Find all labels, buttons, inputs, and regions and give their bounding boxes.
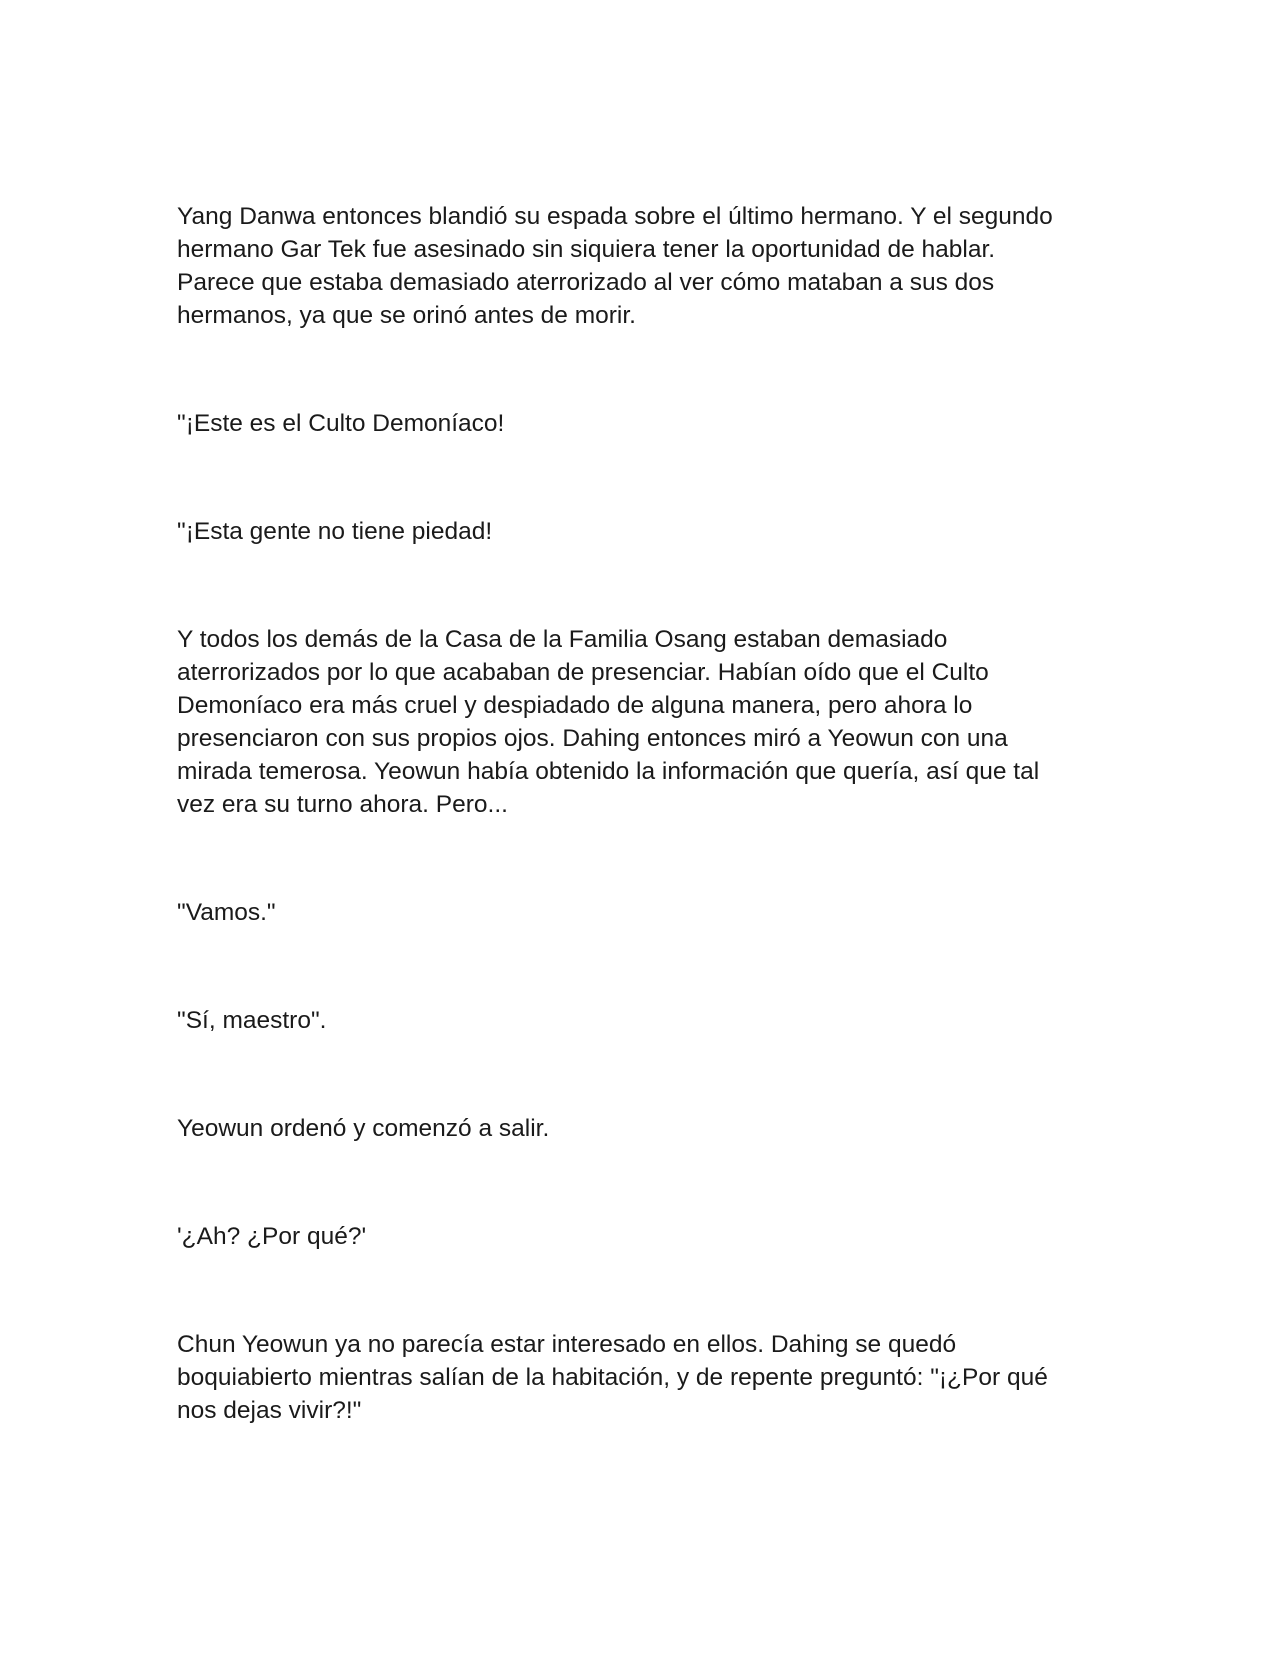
paragraph-spacer <box>177 548 1097 623</box>
paragraph-9: Chun Yeowun ya no parecía estar interesado en ellos. Dahing se quedó boquiabierto mientras salían de la habitación, y de repente preguntó: "¡¿Por qué nos dejas vivir?!" <box>177 1331 1048 1424</box>
paragraph-3: "¡Esta gente no tiene piedad! <box>177 518 493 545</box>
paragraph-spacer <box>177 1037 1097 1112</box>
paragraph-spacer <box>177 440 1097 515</box>
paragraph-4: Y todos los demás de la Casa de la Familia Osang estaban demasiado aterrorizados por lo que acababan de presenciar. Habían oído que el Culto Demoníaco era más cruel y despiadado de alguna manera, pero ahora lo presenciaron con sus propios ojos. Dahing entonces miró a Yeowun con una mirada temerosa. Yeowun había obtenido la información que quería, así que tal vez era su turno ahora. Pero... <box>177 626 1040 818</box>
paragraph-spacer <box>177 821 1097 896</box>
paragraph-spacer <box>177 1145 1097 1220</box>
paragraph-2: "¡Este es el Culto Demoníaco! <box>177 410 505 437</box>
document-body <box>177 200 1097 1427</box>
paragraph-1: Yang Danwa entonces blandió su espada sobre el último hermano. Y el segundo hermano Gar Tek fue asesinado sin siquiera tener la oportunidad de hablar. Parece que estaba demasiado aterrorizado al ver cómo mataban a sus dos hermanos, ya que se orinó antes de morir. <box>177 203 1053 329</box>
paragraph-spacer <box>177 332 1097 407</box>
paragraph-8: '¿Ah? ¿Por qué?' <box>177 1223 367 1250</box>
paragraph-spacer <box>177 929 1097 1004</box>
paragraph-spacer <box>177 1253 1097 1328</box>
paragraph-5: "Vamos." <box>177 899 276 926</box>
paragraph-7: Yeowun ordenó y comenzó a salir. <box>177 1115 550 1142</box>
paragraph-6: "Sí, maestro". <box>177 1007 327 1034</box>
